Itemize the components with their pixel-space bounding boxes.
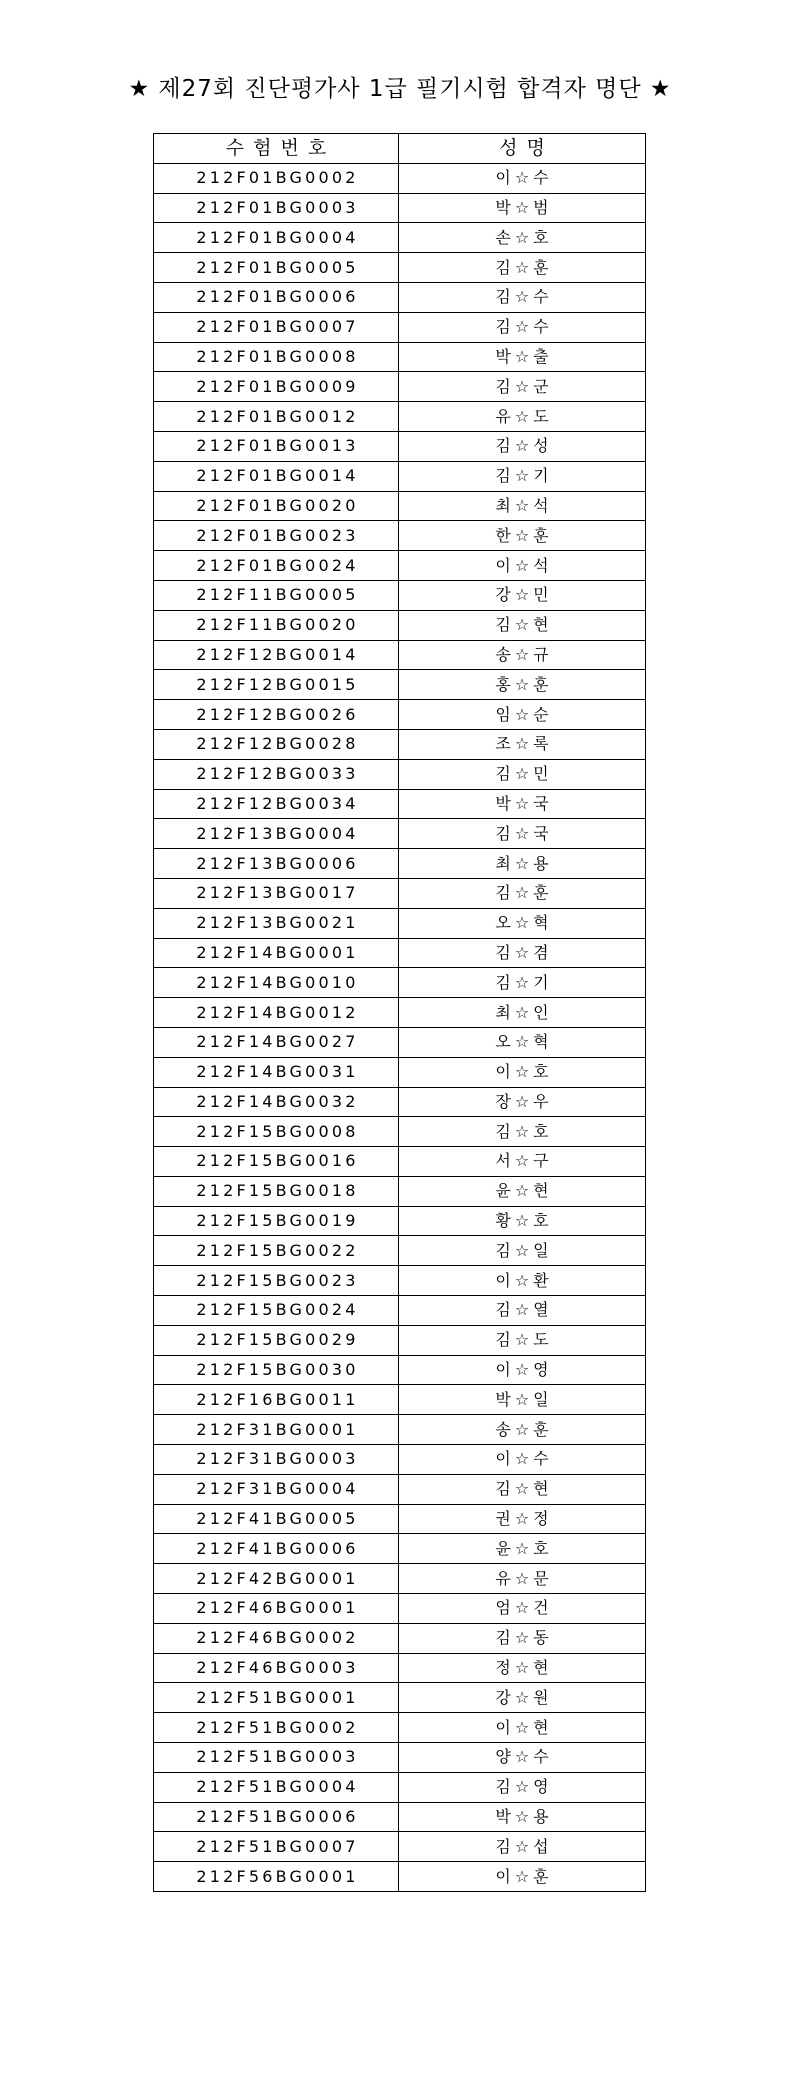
exam-number-cell: 212F15BG0016	[154, 1147, 399, 1177]
table-row	[154, 163, 646, 193]
table-row	[154, 1564, 646, 1594]
exam-number-cell: 212F14BG0031	[154, 1057, 399, 1087]
name-cell: 김☆섭	[399, 1832, 646, 1862]
table-row	[154, 431, 646, 461]
table-row	[154, 342, 646, 372]
name-cell: 이☆석	[399, 551, 646, 581]
table-row	[154, 282, 646, 312]
table-row	[154, 1504, 646, 1534]
exam-number-cell: 212F12BG0033	[154, 759, 399, 789]
table-row	[154, 849, 646, 879]
exam-number-cell: 212F01BG0008	[154, 342, 399, 372]
table-row	[154, 193, 646, 223]
name-cell: 이☆현	[399, 1713, 646, 1743]
name-cell: 양☆수	[399, 1743, 646, 1773]
name-cell: 김☆기	[399, 461, 646, 491]
exam-number-cell: 212F13BG0006	[154, 849, 399, 879]
name-cell: 이☆수	[399, 1445, 646, 1475]
exam-number-cell: 212F12BG0026	[154, 700, 399, 730]
table-row	[154, 998, 646, 1028]
name-cell: 김☆호	[399, 1117, 646, 1147]
name-cell: 김☆현	[399, 1474, 646, 1504]
table-row	[154, 789, 646, 819]
name-cell: 박☆국	[399, 789, 646, 819]
name-cell: 오☆혁	[399, 1027, 646, 1057]
table-row	[154, 491, 646, 521]
name-cell: 김☆훈	[399, 253, 646, 283]
exam-number-cell: 212F01BG0004	[154, 223, 399, 253]
name-cell: 김☆국	[399, 819, 646, 849]
name-cell: 김☆군	[399, 372, 646, 402]
exam-number-cell: 212F15BG0030	[154, 1355, 399, 1385]
table-row	[154, 551, 646, 581]
table-row	[154, 1176, 646, 1206]
table-row	[154, 819, 646, 849]
exam-number-cell: 212F14BG0001	[154, 938, 399, 968]
name-cell: 홍☆훈	[399, 670, 646, 700]
exam-number-cell: 212F31BG0004	[154, 1474, 399, 1504]
exam-number-cell: 212F41BG0005	[154, 1504, 399, 1534]
passer-list-table	[153, 133, 646, 1892]
exam-number-cell: 212F15BG0019	[154, 1206, 399, 1236]
name-cell: 김☆현	[399, 610, 646, 640]
exam-number-cell: 212F46BG0002	[154, 1623, 399, 1653]
exam-number-cell: 212F01BG0003	[154, 193, 399, 223]
exam-number-cell: 212F01BG0007	[154, 312, 399, 342]
table-row	[154, 372, 646, 402]
table-row	[154, 223, 646, 253]
table-row	[154, 1206, 646, 1236]
table-row	[154, 1385, 646, 1415]
exam-number-cell: 212F46BG0003	[154, 1653, 399, 1683]
table-row	[154, 1623, 646, 1653]
exam-number-cell: 212F13BG0021	[154, 908, 399, 938]
name-cell: 김☆훈	[399, 878, 646, 908]
column-header-exam-number: 수험번호	[154, 134, 399, 164]
table-row	[154, 1415, 646, 1445]
name-cell: 이☆수	[399, 163, 646, 193]
table-row	[154, 1772, 646, 1802]
exam-number-cell: 212F51BG0006	[154, 1802, 399, 1832]
name-cell: 김☆기	[399, 968, 646, 998]
exam-number-cell: 212F01BG0023	[154, 521, 399, 551]
name-cell: 조☆록	[399, 729, 646, 759]
exam-number-cell: 212F15BG0024	[154, 1296, 399, 1326]
exam-number-cell: 212F15BG0023	[154, 1266, 399, 1296]
table-row	[154, 1266, 646, 1296]
table-row	[154, 1355, 646, 1385]
table-row	[154, 1862, 646, 1892]
exam-number-cell: 212F01BG0014	[154, 461, 399, 491]
name-cell: 송☆규	[399, 640, 646, 670]
exam-number-cell: 212F31BG0003	[154, 1445, 399, 1475]
table-row	[154, 968, 646, 998]
table-row	[154, 1087, 646, 1117]
exam-number-cell: 212F14BG0012	[154, 998, 399, 1028]
exam-number-cell: 212F15BG0018	[154, 1176, 399, 1206]
table-row	[154, 1743, 646, 1773]
table-row	[154, 1683, 646, 1713]
name-cell: 정☆현	[399, 1653, 646, 1683]
column-header-name: 성명	[399, 134, 646, 164]
table-row	[154, 402, 646, 432]
table-row	[154, 729, 646, 759]
exam-number-cell: 212F51BG0001	[154, 1683, 399, 1713]
table-row	[154, 759, 646, 789]
name-cell: 손☆호	[399, 223, 646, 253]
table-row	[154, 610, 646, 640]
name-cell: 유☆문	[399, 1564, 646, 1594]
name-cell: 장☆우	[399, 1087, 646, 1117]
name-cell: 서☆구	[399, 1147, 646, 1177]
exam-number-cell: 212F51BG0004	[154, 1772, 399, 1802]
name-cell: 김☆일	[399, 1236, 646, 1266]
table-row	[154, 1147, 646, 1177]
table-row	[154, 1236, 646, 1266]
name-cell: 윤☆호	[399, 1534, 646, 1564]
name-cell: 최☆용	[399, 849, 646, 879]
exam-number-cell: 212F01BG0005	[154, 253, 399, 283]
table-row	[154, 253, 646, 283]
table-row	[154, 938, 646, 968]
table-row	[154, 1296, 646, 1326]
exam-number-cell: 212F11BG0020	[154, 610, 399, 640]
table-row	[154, 1713, 646, 1743]
name-cell: 김☆영	[399, 1772, 646, 1802]
name-cell: 오☆혁	[399, 908, 646, 938]
name-cell: 이☆영	[399, 1355, 646, 1385]
page-title: ★ 제27회 진단평가사 1급 필기시험 합격자 명단 ★	[128, 76, 672, 102]
exam-number-cell: 212F11BG0005	[154, 580, 399, 610]
exam-number-cell: 212F41BG0006	[154, 1534, 399, 1564]
name-cell: 김☆성	[399, 431, 646, 461]
exam-number-cell: 212F15BG0022	[154, 1236, 399, 1266]
exam-number-cell: 212F01BG0020	[154, 491, 399, 521]
exam-number-cell: 212F14BG0027	[154, 1027, 399, 1057]
exam-number-cell: 212F46BG0001	[154, 1594, 399, 1624]
name-cell: 박☆일	[399, 1385, 646, 1415]
table-row	[154, 1474, 646, 1504]
exam-number-cell: 212F56BG0001	[154, 1862, 399, 1892]
name-cell: 임☆순	[399, 700, 646, 730]
name-cell: 이☆환	[399, 1266, 646, 1296]
table-row	[154, 1832, 646, 1862]
name-cell: 김☆열	[399, 1296, 646, 1326]
name-cell: 권☆정	[399, 1504, 646, 1534]
table-row	[154, 1117, 646, 1147]
table-row	[154, 878, 646, 908]
name-cell: 엄☆건	[399, 1594, 646, 1624]
exam-number-cell: 212F01BG0012	[154, 402, 399, 432]
exam-number-cell: 212F01BG0006	[154, 282, 399, 312]
table-row	[154, 1653, 646, 1683]
name-cell: 최☆인	[399, 998, 646, 1028]
table-row	[154, 521, 646, 551]
exam-number-cell: 212F51BG0007	[154, 1832, 399, 1862]
table-row	[154, 1445, 646, 1475]
exam-number-cell: 212F42BG0001	[154, 1564, 399, 1594]
exam-number-cell: 212F12BG0034	[154, 789, 399, 819]
table-row	[154, 700, 646, 730]
table-row	[154, 1027, 646, 1057]
name-cell: 송☆훈	[399, 1415, 646, 1445]
table-row	[154, 1057, 646, 1087]
table-row	[154, 580, 646, 610]
table-row	[154, 1325, 646, 1355]
name-cell: 김☆동	[399, 1623, 646, 1653]
table-row	[154, 640, 646, 670]
table-row	[154, 312, 646, 342]
exam-number-cell: 212F51BG0003	[154, 1743, 399, 1773]
exam-number-cell: 212F13BG0004	[154, 819, 399, 849]
name-cell: 김☆수	[399, 312, 646, 342]
name-cell: 최☆석	[399, 491, 646, 521]
exam-number-cell: 212F12BG0014	[154, 640, 399, 670]
exam-number-cell: 212F15BG0008	[154, 1117, 399, 1147]
table-row	[154, 1594, 646, 1624]
name-cell: 한☆훈	[399, 521, 646, 551]
name-cell: 강☆원	[399, 1683, 646, 1713]
exam-number-cell: 212F12BG0028	[154, 729, 399, 759]
table-header-row	[154, 134, 646, 164]
exam-number-cell: 212F15BG0029	[154, 1325, 399, 1355]
name-cell: 이☆호	[399, 1057, 646, 1087]
exam-number-cell: 212F31BG0001	[154, 1415, 399, 1445]
name-cell: 박☆범	[399, 193, 646, 223]
name-cell: 박☆용	[399, 1802, 646, 1832]
name-cell: 강☆민	[399, 580, 646, 610]
name-cell: 김☆민	[399, 759, 646, 789]
name-cell: 윤☆현	[399, 1176, 646, 1206]
exam-number-cell: 212F01BG0002	[154, 163, 399, 193]
name-cell: 김☆수	[399, 282, 646, 312]
exam-number-cell: 212F01BG0013	[154, 431, 399, 461]
table-row	[154, 461, 646, 491]
table-row	[154, 670, 646, 700]
table-row	[154, 908, 646, 938]
name-cell: 이☆훈	[399, 1862, 646, 1892]
table-row	[154, 1802, 646, 1832]
exam-number-cell: 212F14BG0010	[154, 968, 399, 998]
exam-number-cell: 212F01BG0024	[154, 551, 399, 581]
table-body	[154, 163, 646, 1891]
name-cell: 유☆도	[399, 402, 646, 432]
name-cell: 김☆도	[399, 1325, 646, 1355]
exam-number-cell: 212F13BG0017	[154, 878, 399, 908]
exam-number-cell: 212F51BG0002	[154, 1713, 399, 1743]
name-cell: 황☆호	[399, 1206, 646, 1236]
name-cell: 김☆겸	[399, 938, 646, 968]
table-row	[154, 1534, 646, 1564]
exam-number-cell: 212F16BG0011	[154, 1385, 399, 1415]
exam-number-cell: 212F14BG0032	[154, 1087, 399, 1117]
exam-number-cell: 212F01BG0009	[154, 372, 399, 402]
name-cell: 박☆출	[399, 342, 646, 372]
exam-number-cell: 212F12BG0015	[154, 670, 399, 700]
